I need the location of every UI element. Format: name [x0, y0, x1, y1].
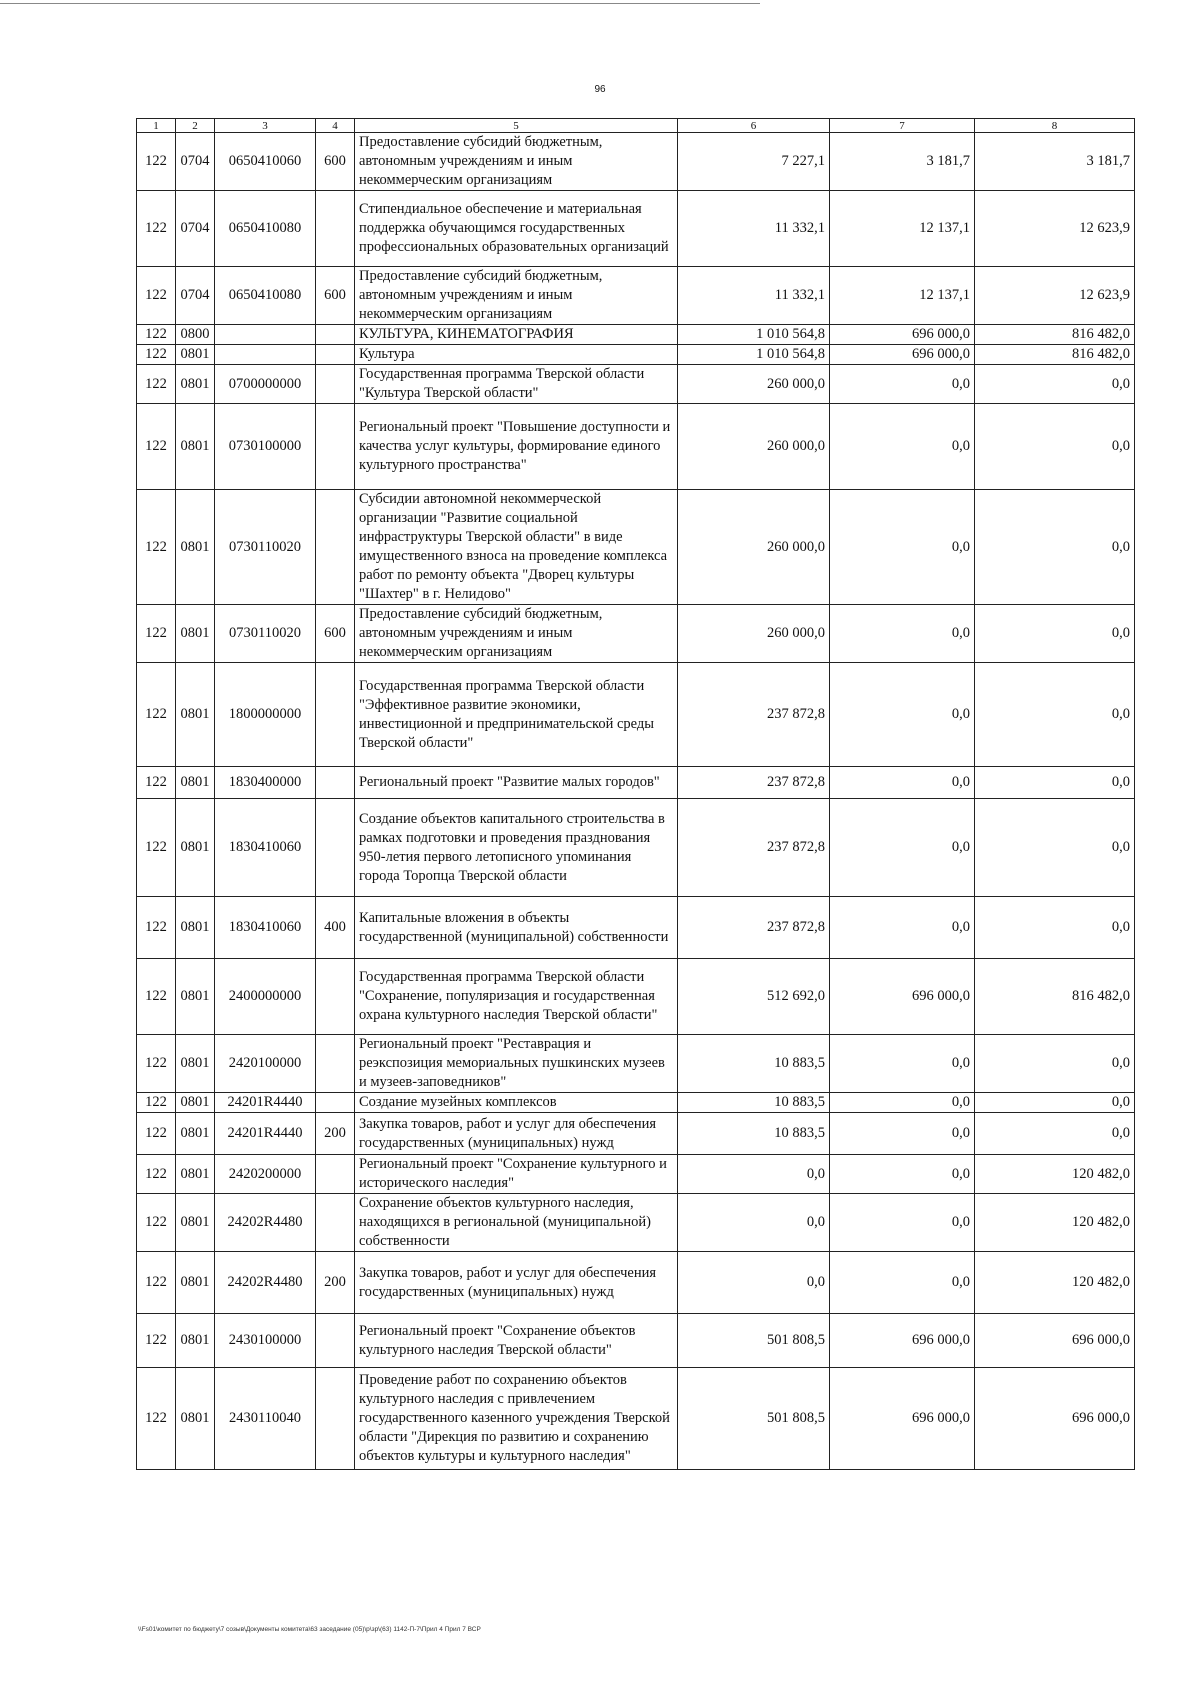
item-name: Государственная программа Тверской области "Сохранение, популяризация и государственная охрана культурного наследия Тверской области" — [355, 959, 678, 1035]
amount-col-6: 237 872,8 — [678, 799, 830, 897]
target-article-code: 2420100000 — [215, 1035, 316, 1093]
grbs-code: 122 — [137, 490, 176, 605]
column-header: 2 — [176, 119, 215, 133]
amount-col-8: 0,0 — [975, 1093, 1135, 1113]
grbs-code: 122 — [137, 663, 176, 767]
amount-col-7: 3 181,7 — [830, 133, 975, 191]
grbs-code: 122 — [137, 1035, 176, 1093]
item-name: Капитальные вложения в объекты государственной (муниципальной) собственности — [355, 897, 678, 959]
item-name: Закупка товаров, работ и услуг для обеспечения государственных (муниципальных) нужд — [355, 1252, 678, 1314]
table-row — [137, 490, 1135, 605]
target-article-code: 24201R4440 — [215, 1093, 316, 1113]
amount-col-6: 0,0 — [678, 1252, 830, 1314]
table-body — [137, 133, 1135, 1470]
item-name: Региональный проект "Повышение доступности и качества услуг культуры, формирование единого культурного пространства" — [355, 404, 678, 490]
amount-col-7: 0,0 — [830, 1194, 975, 1252]
amount-col-6: 1 010 564,8 — [678, 345, 830, 365]
amount-col-6: 260 000,0 — [678, 605, 830, 663]
amount-col-7: 696 000,0 — [830, 959, 975, 1035]
section-code: 0704 — [176, 133, 215, 191]
target-article-code: 0730100000 — [215, 404, 316, 490]
grbs-code: 122 — [137, 133, 176, 191]
expense-type-code — [316, 799, 355, 897]
amount-col-6: 7 227,1 — [678, 133, 830, 191]
expense-type-code — [316, 191, 355, 267]
target-article-code: 0650410060 — [215, 133, 316, 191]
amount-col-7: 0,0 — [830, 897, 975, 959]
section-code: 0800 — [176, 325, 215, 345]
expense-type-code — [316, 959, 355, 1035]
target-article-code: 2420200000 — [215, 1155, 316, 1194]
amount-col-6: 512 692,0 — [678, 959, 830, 1035]
column-header: 1 — [137, 119, 176, 133]
expense-type-code — [316, 1093, 355, 1113]
expense-type-code — [316, 404, 355, 490]
item-name: Региональный проект "Сохранение культурного и исторического наследия" — [355, 1155, 678, 1194]
expense-type-code — [316, 345, 355, 365]
amount-col-7: 12 137,1 — [830, 267, 975, 325]
amount-col-7: 0,0 — [830, 767, 975, 799]
section-code: 0801 — [176, 1113, 215, 1155]
amount-col-8: 0,0 — [975, 1113, 1135, 1155]
amount-col-7: 0,0 — [830, 663, 975, 767]
table-row — [137, 404, 1135, 490]
budget-table — [136, 118, 1135, 1470]
amount-col-8: 120 482,0 — [975, 1155, 1135, 1194]
table-row — [137, 365, 1135, 404]
expense-type-code — [316, 1368, 355, 1470]
table-row — [137, 267, 1135, 325]
amount-col-6: 11 332,1 — [678, 191, 830, 267]
target-article-code: 24201R4440 — [215, 1113, 316, 1155]
item-name: КУЛЬТУРА, КИНЕМАТОГРАФИЯ — [355, 325, 678, 345]
item-name: Предоставление субсидий бюджетным, автономным учреждениям и иным некоммерческим организациям — [355, 605, 678, 663]
item-name: Субсидии автономной некоммерческой организации "Развитие социальной инфраструктуры Тверской области" в виде имущественного взноса на проведение комплекса работ по ремонту объекта "Дворец культуры "Шахтер" в г. Нелидово" — [355, 490, 678, 605]
footer-file-path: \\Fs01\комитет по бюджету\7 созыв\Документы комитета\63 заседание (05)\р\зр\(63) 1142-П-7\Прил 4 Прил 7 ВСР — [138, 1626, 481, 1633]
amount-col-7: 0,0 — [830, 490, 975, 605]
amount-col-6: 501 808,5 — [678, 1368, 830, 1470]
grbs-code: 122 — [137, 365, 176, 404]
amount-col-7: 696 000,0 — [830, 1368, 975, 1470]
amount-col-6: 11 332,1 — [678, 267, 830, 325]
target-article-code: 0730110020 — [215, 490, 316, 605]
expense-type-code: 200 — [316, 1252, 355, 1314]
amount-col-8: 0,0 — [975, 490, 1135, 605]
section-code: 0801 — [176, 663, 215, 767]
amount-col-8: 0,0 — [975, 1035, 1135, 1093]
amount-col-6: 10 883,5 — [678, 1035, 830, 1093]
target-article-code: 1830410060 — [215, 897, 316, 959]
target-article-code: 1830400000 — [215, 767, 316, 799]
item-name: Создание музейных комплексов — [355, 1093, 678, 1113]
amount-col-8: 816 482,0 — [975, 959, 1135, 1035]
table-row — [137, 767, 1135, 799]
grbs-code: 122 — [137, 767, 176, 799]
item-name: Стипендиальное обеспечение и материальная поддержка обучающимся государственных профессиональных образовательных организаций — [355, 191, 678, 267]
section-code: 0801 — [176, 345, 215, 365]
table-row — [137, 605, 1135, 663]
amount-col-8: 0,0 — [975, 663, 1135, 767]
amount-col-8: 12 623,9 — [975, 191, 1135, 267]
table-row — [137, 345, 1135, 365]
amount-col-6: 260 000,0 — [678, 404, 830, 490]
table-row — [137, 1314, 1135, 1368]
section-code: 0801 — [176, 1035, 215, 1093]
table-row — [137, 799, 1135, 897]
amount-col-6: 237 872,8 — [678, 767, 830, 799]
column-header: 8 — [975, 119, 1135, 133]
section-code: 0704 — [176, 191, 215, 267]
section-code: 0801 — [176, 1252, 215, 1314]
grbs-code: 122 — [137, 1093, 176, 1113]
table-row — [137, 1093, 1135, 1113]
expense-type-code — [316, 490, 355, 605]
table-row — [137, 133, 1135, 191]
table-row — [137, 325, 1135, 345]
amount-col-8: 816 482,0 — [975, 345, 1135, 365]
expense-type-code — [316, 1194, 355, 1252]
amount-col-6: 501 808,5 — [678, 1314, 830, 1368]
grbs-code: 122 — [137, 897, 176, 959]
section-code: 0801 — [176, 897, 215, 959]
amount-col-6: 10 883,5 — [678, 1113, 830, 1155]
table-row — [137, 959, 1135, 1035]
target-article-code: 0650410080 — [215, 267, 316, 325]
section-code: 0801 — [176, 365, 215, 404]
expense-type-code — [316, 1155, 355, 1194]
target-article-code: 24202R4480 — [215, 1194, 316, 1252]
grbs-code: 122 — [137, 1368, 176, 1470]
target-article-code: 1800000000 — [215, 663, 316, 767]
section-code: 0801 — [176, 1093, 215, 1113]
amount-col-7: 0,0 — [830, 365, 975, 404]
amount-col-7: 0,0 — [830, 1155, 975, 1194]
grbs-code: 122 — [137, 1155, 176, 1194]
expense-type-code — [316, 1314, 355, 1368]
amount-col-8: 696 000,0 — [975, 1368, 1135, 1470]
item-name: Сохранение объектов культурного наследия, находящихся в региональной (муниципальной) собственности — [355, 1194, 678, 1252]
amount-col-7: 0,0 — [830, 1252, 975, 1314]
amount-col-7: 0,0 — [830, 799, 975, 897]
amount-col-7: 0,0 — [830, 1113, 975, 1155]
table-row — [137, 1035, 1135, 1093]
amount-col-6: 260 000,0 — [678, 365, 830, 404]
amount-col-6: 10 883,5 — [678, 1093, 830, 1113]
column-header: 7 — [830, 119, 975, 133]
section-code: 0801 — [176, 1194, 215, 1252]
grbs-code: 122 — [137, 191, 176, 267]
amount-col-6: 0,0 — [678, 1155, 830, 1194]
amount-col-8: 0,0 — [975, 767, 1135, 799]
table-row — [137, 1252, 1135, 1314]
amount-col-8: 120 482,0 — [975, 1252, 1135, 1314]
item-name: Создание объектов капитального строительства в рамках подготовки и проведения празднования 950-летия первого летописного упоминания города Торопца Тверской области — [355, 799, 678, 897]
page-number: 96 — [594, 84, 606, 95]
amount-col-7: 696 000,0 — [830, 345, 975, 365]
item-name: Культура — [355, 345, 678, 365]
item-name: Закупка товаров, работ и услуг для обеспечения государственных (муниципальных) нужд — [355, 1113, 678, 1155]
item-name: Предоставление субсидий бюджетным, автономным учреждениям и иным некоммерческим организациям — [355, 267, 678, 325]
item-name: Проведение работ по сохранению объектов культурного наследия с привлечением государственного казенного учреждения Тверской области "Дирекция по развитию и сохранению объектов культуры и культурного наследия" — [355, 1368, 678, 1470]
target-article-code — [215, 345, 316, 365]
target-article-code: 2400000000 — [215, 959, 316, 1035]
expense-type-code — [316, 1035, 355, 1093]
expense-type-code — [316, 663, 355, 767]
grbs-code: 122 — [137, 799, 176, 897]
grbs-code: 122 — [137, 605, 176, 663]
table-row — [137, 1194, 1135, 1252]
column-header: 3 — [215, 119, 316, 133]
section-code: 0801 — [176, 767, 215, 799]
amount-col-7: 12 137,1 — [830, 191, 975, 267]
target-article-code: 2430110040 — [215, 1368, 316, 1470]
section-code: 0801 — [176, 1368, 215, 1470]
expense-type-code: 200 — [316, 1113, 355, 1155]
target-article-code: 1830410060 — [215, 799, 316, 897]
section-code: 0801 — [176, 404, 215, 490]
target-article-code: 0700000000 — [215, 365, 316, 404]
amount-col-7: 0,0 — [830, 1093, 975, 1113]
grbs-code: 122 — [137, 325, 176, 345]
expense-type-code: 600 — [316, 133, 355, 191]
grbs-code: 122 — [137, 1194, 176, 1252]
amount-col-8: 0,0 — [975, 365, 1135, 404]
grbs-code: 122 — [137, 1314, 176, 1368]
item-name: Региональный проект "Реставрация и реэкспозиция мемориальных пушкинских музеев и музеев-заповедников" — [355, 1035, 678, 1093]
section-code: 0801 — [176, 605, 215, 663]
amount-col-6: 237 872,8 — [678, 663, 830, 767]
grbs-code: 122 — [137, 959, 176, 1035]
amount-col-6: 237 872,8 — [678, 897, 830, 959]
amount-col-7: 0,0 — [830, 605, 975, 663]
amount-col-7: 696 000,0 — [830, 325, 975, 345]
target-article-code: 0730110020 — [215, 605, 316, 663]
amount-col-6: 1 010 564,8 — [678, 325, 830, 345]
table-row — [137, 1155, 1135, 1194]
expense-type-code — [316, 325, 355, 345]
amount-col-7: 0,0 — [830, 1035, 975, 1093]
section-code: 0801 — [176, 799, 215, 897]
column-header: 4 — [316, 119, 355, 133]
amount-col-8: 12 623,9 — [975, 267, 1135, 325]
grbs-code: 122 — [137, 1252, 176, 1314]
table-header-row — [137, 119, 1135, 133]
amount-col-8: 0,0 — [975, 605, 1135, 663]
grbs-code: 122 — [137, 267, 176, 325]
amount-col-8: 3 181,7 — [975, 133, 1135, 191]
expense-type-code: 400 — [316, 897, 355, 959]
section-code: 0704 — [176, 267, 215, 325]
expense-type-code — [316, 767, 355, 799]
amount-col-6: 260 000,0 — [678, 490, 830, 605]
scan-top-edge-line — [0, 3, 760, 4]
item-name: Предоставление субсидий бюджетным, автономным учреждениям и иным некоммерческим организациям — [355, 133, 678, 191]
item-name: Государственная программа Тверской области "Эффективное развитие экономики, инвестиционной и предпринимательской среды Тверской области" — [355, 663, 678, 767]
section-code: 0801 — [176, 490, 215, 605]
table-row — [137, 663, 1135, 767]
target-article-code — [215, 325, 316, 345]
amount-col-7: 0,0 — [830, 404, 975, 490]
expense-type-code — [316, 365, 355, 404]
column-header: 5 — [355, 119, 678, 133]
grbs-code: 122 — [137, 1113, 176, 1155]
amount-col-6: 0,0 — [678, 1194, 830, 1252]
amount-col-8: 696 000,0 — [975, 1314, 1135, 1368]
amount-col-8: 120 482,0 — [975, 1194, 1135, 1252]
target-article-code: 0650410080 — [215, 191, 316, 267]
section-code: 0801 — [176, 1155, 215, 1194]
table-row — [137, 191, 1135, 267]
amount-col-8: 0,0 — [975, 404, 1135, 490]
item-name: Региональный проект "Развитие малых городов" — [355, 767, 678, 799]
amount-col-8: 0,0 — [975, 897, 1135, 959]
item-name: Региональный проект "Сохранение объектов культурного наследия Тверской области" — [355, 1314, 678, 1368]
table-row — [137, 897, 1135, 959]
table-row — [137, 1113, 1135, 1155]
amount-col-8: 0,0 — [975, 799, 1135, 897]
amount-col-7: 696 000,0 — [830, 1314, 975, 1368]
column-header: 6 — [678, 119, 830, 133]
section-code: 0801 — [176, 959, 215, 1035]
target-article-code: 24202R4480 — [215, 1252, 316, 1314]
item-name: Государственная программа Тверской области "Культура Тверской области" — [355, 365, 678, 404]
expense-type-code: 600 — [316, 267, 355, 325]
amount-col-8: 816 482,0 — [975, 325, 1135, 345]
target-article-code: 2430100000 — [215, 1314, 316, 1368]
grbs-code: 122 — [137, 345, 176, 365]
table-row — [137, 1368, 1135, 1470]
grbs-code: 122 — [137, 404, 176, 490]
expense-type-code: 600 — [316, 605, 355, 663]
section-code: 0801 — [176, 1314, 215, 1368]
